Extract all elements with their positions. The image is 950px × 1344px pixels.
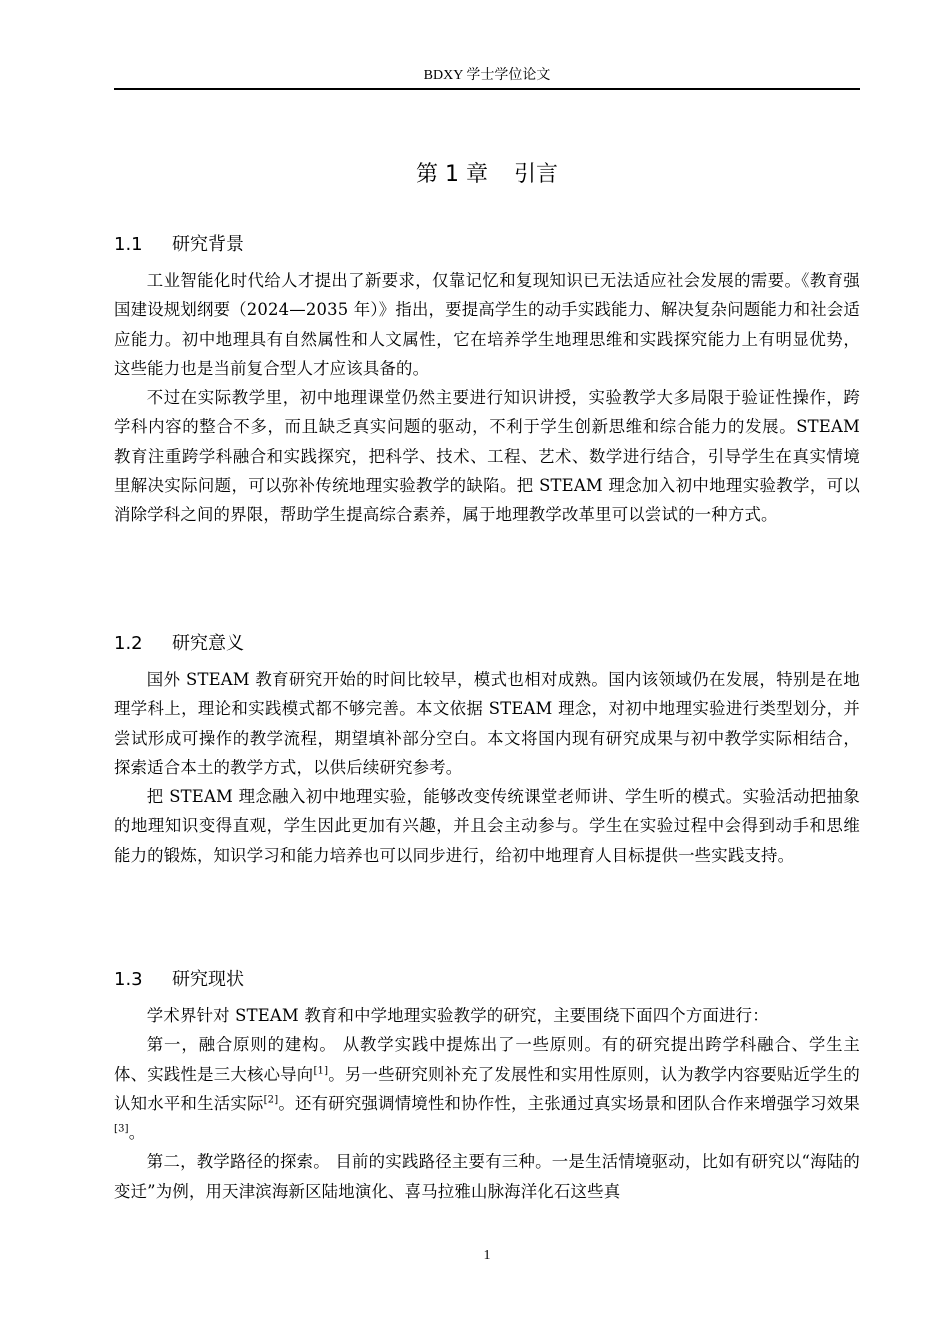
section-title: 研究意义 bbox=[172, 633, 244, 654]
citation-ref[interactable]: [2] bbox=[263, 1094, 279, 1106]
section-heading bbox=[114, 232, 860, 258]
section-number: 1.2 bbox=[114, 633, 143, 654]
running-header: BDXY 学士学位论文 bbox=[423, 68, 551, 83]
text-run: 第一，融合原则的建构。 从教学实践中提炼出了一些原则。有的研究提出跨学科融合、学生主体、实践性是三大核心导向 bbox=[114, 1035, 860, 1084]
section-number: 1.1 bbox=[114, 234, 143, 255]
chapter-title bbox=[114, 160, 860, 190]
header-rule bbox=[114, 88, 860, 90]
section-number: 1.3 bbox=[114, 969, 143, 990]
chapter-name: 引言 bbox=[513, 162, 558, 187]
text-run: 。 bbox=[128, 1123, 146, 1143]
paragraph: 国外 STEAM 教育研究开始的时间比较早，模式也相对成熟。国内该领域仍在发展，特别是在地理学科上，理论和实践模式都不够完善。本文依据 STEAM 理念，对初中地理实验进行类型划分，并尝试形成可操作的教学流程，期望填补部分空白。本文将国内现有研究成果与初中教学实际相结合，探索适合本土的教学方式，以供后续研究参考。 bbox=[114, 670, 860, 777]
section-heading bbox=[114, 631, 860, 657]
section-1-3 bbox=[114, 967, 860, 1206]
paragraph: 不过在实际教学里，初中地理课堂仍然主要进行知识讲授，实验教学大多局限于验证性操作，跨学科内容的整合不多，而且缺乏真实问题的驱动，不利于学生创新思维和综合能力的发展。STEAM 教育注重跨学科融合和实践探究，把科学、技术、工程、艺术、数学进行结合，引导学生在真实情境里解决实际问题，可以弥补传统地理实验教学的缺陷。把 STEAM 理念加入初中地理实验教学，可以消除学科之间的界限，帮助学生提高综合素养，属于地理教学改革里可以尝试的一种方式。 bbox=[114, 388, 860, 525]
page-number: 1 bbox=[483, 1248, 491, 1263]
paragraph: 学术界针对 STEAM 教育和中学地理实验教学的研究，主要围绕下面四个方面进行： bbox=[146, 1006, 769, 1025]
section-1-1 bbox=[114, 232, 860, 530]
section-heading bbox=[114, 967, 860, 993]
chapter-number: 第 1 章 bbox=[416, 162, 488, 187]
section-title: 研究现状 bbox=[172, 969, 244, 990]
paragraph: 第二，教学路径的探索。 目前的实践路径主要有三种。一是生活情境驱动，比如有研究以“海陆的变迁”为例，用天津滨海新区陆地演化、喜马拉雅山脉海洋化石这些真 bbox=[114, 1152, 860, 1201]
section-1-2 bbox=[114, 631, 860, 870]
citation-ref[interactable]: [1] bbox=[313, 1065, 329, 1077]
text-run: 。另一些研究则补充了发展性和实用性原则，认为教学内容要贴近学生的认知水平和生活实际 bbox=[114, 1064, 860, 1113]
text-run: 。还有研究强调情境性和协作性，主张通过真实场景和团队合作来增强学习效果 bbox=[278, 1093, 860, 1113]
section-title: 研究背景 bbox=[172, 234, 244, 255]
citation-ref[interactable]: [3] bbox=[114, 1123, 129, 1135]
paragraph: 工业智能化时代给人才提出了新要求，仅靠记忆和复现知识已无法适应社会发展的需要。《教育强国建设规划纲要（2024—2035 年）》指出，要提高学生的动手实践能力、解决复杂问题能力和社会适应能力。初中地理具有自然属性和人文属性，它在培养学生地理思维和实践探究能力上有明显优势，这些能力也是当前复合型人才应该具备的。 bbox=[114, 271, 860, 378]
paragraph bbox=[114, 1030, 860, 1147]
paragraph: 把 STEAM 理念融入初中地理实验，能够改变传统课堂老师讲、学生听的模式。实验活动把抽象的地理知识变得直观，学生因此更加有兴趣，并且会主动参与。学生在实验过程中会得到动手和思维能力的锻炼，知识学习和能力培养也可以同步进行，给初中地理育人目标提供一些实践支持。 bbox=[114, 787, 860, 865]
